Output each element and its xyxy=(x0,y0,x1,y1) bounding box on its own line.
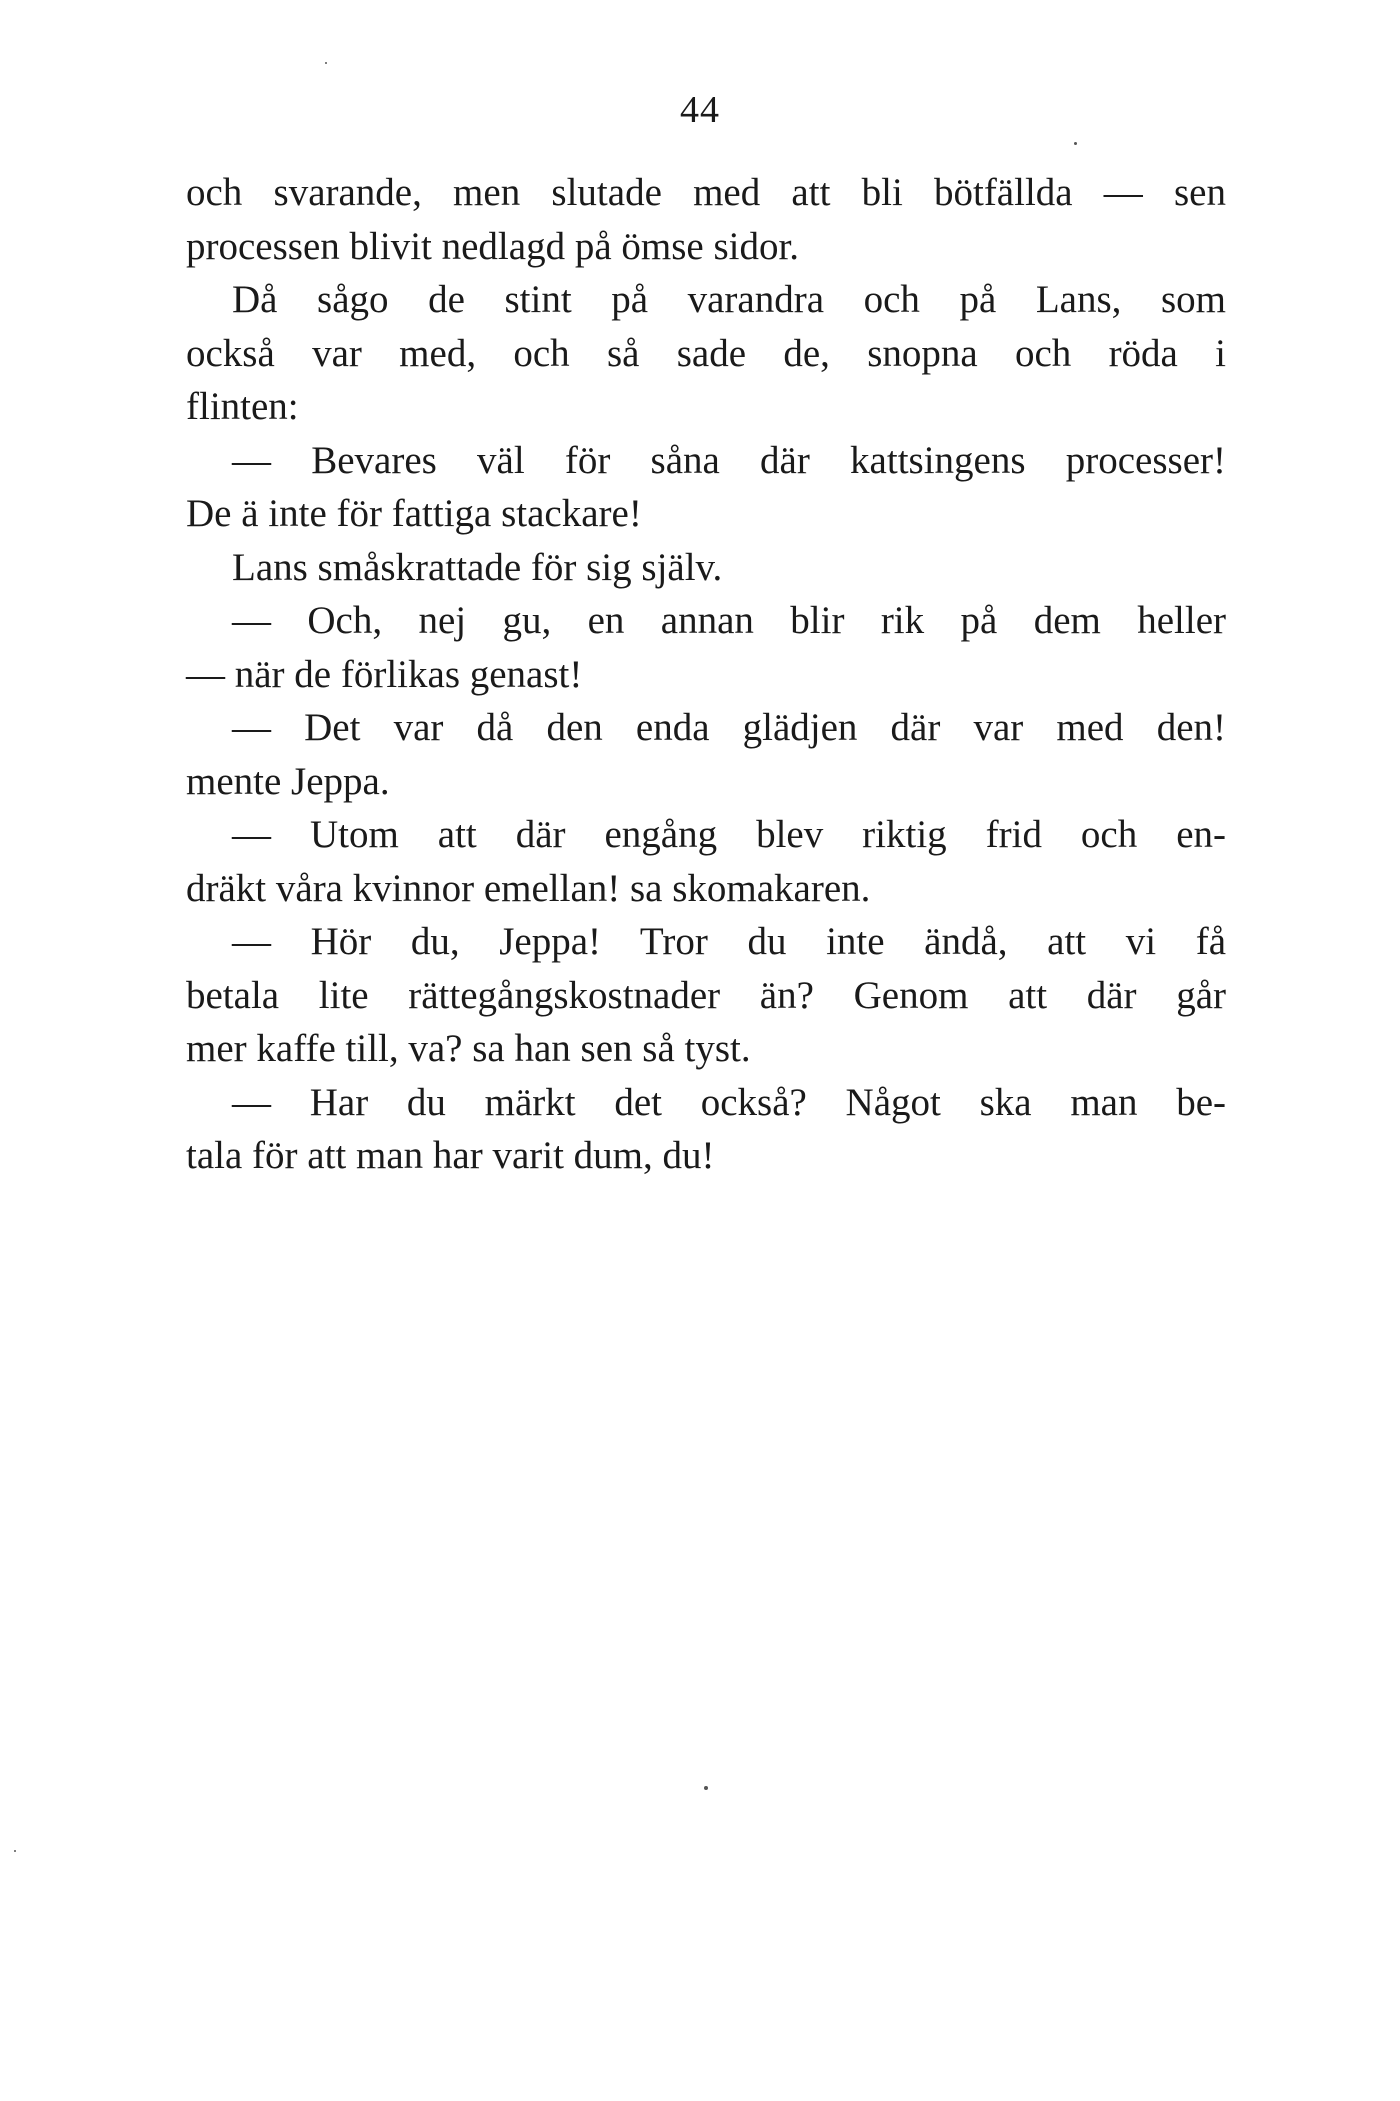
text-line: Då sågo de stint på varandra och på Lans, som xyxy=(232,278,1226,321)
text-line: — Det var då den enda glädjen där var med den! xyxy=(232,706,1226,749)
text-line: — när de förlikas genast! xyxy=(186,652,583,696)
paper-speck xyxy=(325,62,327,64)
body-text xyxy=(186,166,1226,1183)
text-line: processen blivit nedlagd på ömse sidor. xyxy=(186,224,800,268)
paper-speck xyxy=(704,1786,708,1790)
paper-speck xyxy=(1074,142,1077,145)
text-line: mer kaffe till, va? sa han sen så tyst. xyxy=(186,1027,751,1070)
text-line: — Hör du, Jeppa! Tror du inte ändå, att vi få xyxy=(232,920,1226,963)
text-line: och svarande, men slutade med att bli bötfällda — sen xyxy=(186,171,1226,214)
text-line: Lans småskrattade för sig själv. xyxy=(232,545,723,589)
text-line: mente Jeppa. xyxy=(186,759,390,803)
text-line: tala för att man har varit dum, du! xyxy=(186,1134,715,1177)
text-line: — Utom att där engång blev riktig frid och en- xyxy=(232,813,1226,856)
page-number: 44 xyxy=(680,89,720,131)
text-line: De ä inte för fattiga stackare! xyxy=(186,492,642,535)
text-line: flinten: xyxy=(186,385,299,428)
text-line: betala lite rättegångskostnader än? Genom att där går xyxy=(186,973,1226,1017)
text-line: också var med, och så sade de, snopna och röda i xyxy=(186,331,1226,375)
text-line: dräkt våra kvinnor emellan! sa skomakaren. xyxy=(186,866,871,910)
paper-speck xyxy=(14,1850,16,1852)
text-line: — Och, nej gu, en annan blir rik på dem heller xyxy=(232,599,1226,642)
text-line: — Bevares väl för såna där kattsingens processer! xyxy=(232,438,1226,482)
text-line: — Har du märkt det också? Något ska man be- xyxy=(232,1080,1226,1124)
